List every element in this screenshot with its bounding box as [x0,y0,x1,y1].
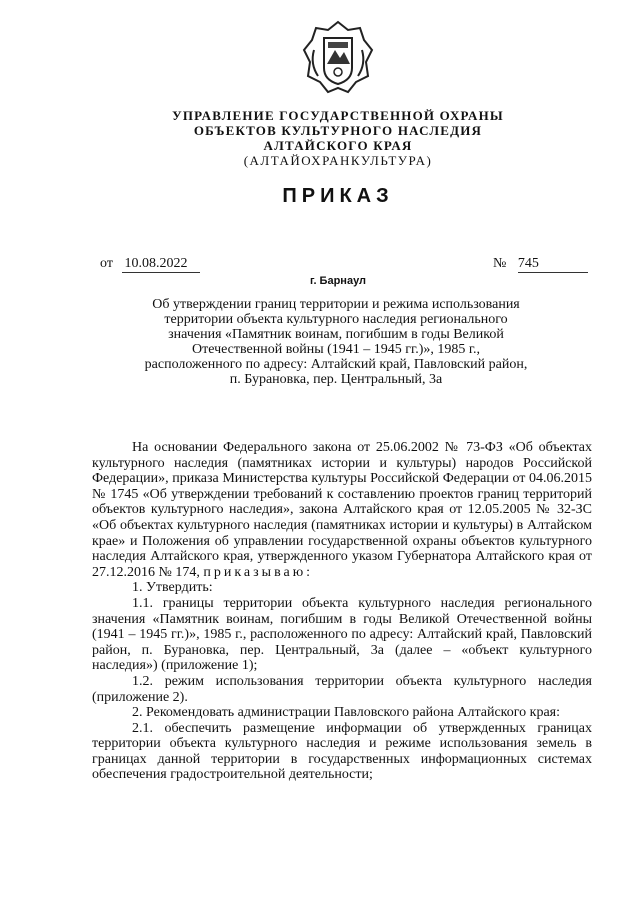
org-line-3: АЛТАЙСКОГО КРАЯ [263,138,413,153]
subject-line: п. Бурановка, пер. Центральный, 3а [229,372,443,387]
preamble-paragraph [92,440,592,580]
number-field [493,256,588,273]
document-body [92,440,592,783]
org-line-1: УПРАВЛЕНИЕ ГОСУДАРСТВЕННОЙ ОХРАНЫ [172,108,504,123]
subject-line: территории объекта культурного наследия регионального [164,312,508,327]
subject-line: Об утверждении границ территории и режима использования [152,297,520,312]
clause-1: 1. Утвердить: [132,580,213,596]
date-prefix: от [100,256,113,271]
date-field [100,256,200,273]
city-label: г. Барнаул [309,275,367,287]
preamble-text: На основании Федерального закона от 25.06.2002 № 73-ФЗ «Об объектах культурного наследия (памятниках истории и культуры) народов Российской Федерации», приказа Министерства культуры Российской Федерации от 04.06.2015 № 1745 «Об утверждении требований к составлению проектов границ территорий объектов культурного наследия», закона Алтайского края от 12.05.2005 № 32-ЗС «Об объектах культурного наследия (памятниках истории и культуры) в Алтайском крае» и Положения об управлении государственной охраны объектов культурного наследия Алтайского края, утвержденного указом Губернатора Алтайского края от 27.12.2016 № 174, [92,440,592,580]
org-line-2: ОБЪЕКТОВ КУЛЬТУРНОГО НАСЛЕДИЯ [193,123,483,138]
date-value: 10.08.2022 [122,256,200,273]
coat-of-arms-icon [302,20,374,96]
document-title: ПРИКАЗ [282,185,394,207]
clause-1-1: 1.1. границы территории объекта культурного наследия регионального значения «Памятник воинам, погибшим в годы Великой Отечественной войны (1941 – 1945 гг.)», 1985 г., расположенного по адресу: Алтайский край, Павловский район, п. Бурановка, пер. Центральный, 3а (далее – «объект культурного наследия») (приложение 1); [92,595,592,674]
order-word: приказываю: [203,564,314,580]
org-short-name: (АЛТАЙОХРАНКУЛЬТУРА) [243,153,433,168]
subject-line: расположенного по адресу: Алтайский край, Павловский район, [144,357,528,372]
clause-2: 2. Рекомендовать администрации Павловского района Алтайского края: [132,705,560,721]
clause-1-2: 1.2. режим использования территории объекта культурного наследия (приложение 2). [92,673,592,705]
clause-2-1: 2.1. обеспечить размещение информации об утвержденных границах территории объекта культурного наследия и режиме использования земель в границах данной территории в государственных информационных системах обеспечения градостроительной деятельности; [92,720,592,783]
organization-name [150,108,526,168]
subject-line: Отечественной войны (1941 – 1945 гг.)», 1985 г., [191,342,481,357]
number-prefix: № [493,256,507,271]
number-value: 745 [518,256,588,273]
document-subject [126,297,546,387]
subject-line: значения «Памятник воинам, погибшим в годы Великой [168,327,504,342]
